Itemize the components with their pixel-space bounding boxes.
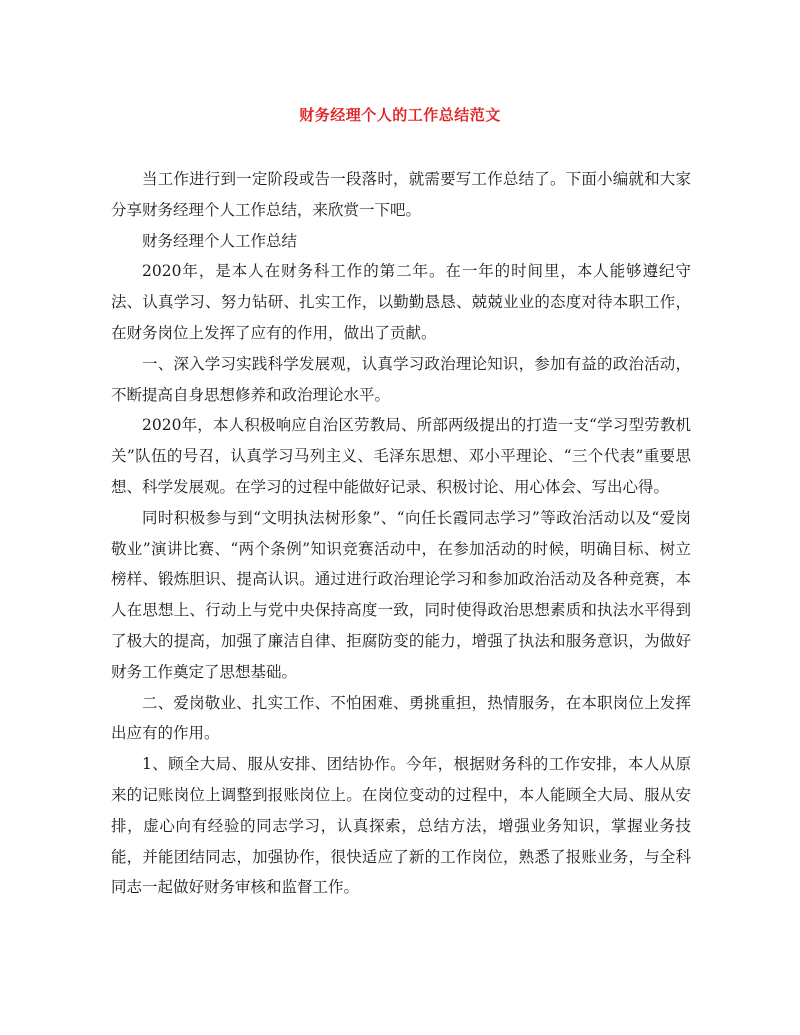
document-body [111,164,691,903]
paragraph-section-two-heading: 二、爱岗敬业、扎实工作、不怕困难、勇挑重担，热情服务，在本职岗位上发挥出应有的作用。 [111,693,691,743]
paragraph-subtitle: 财务经理个人工作总结 [142,231,298,250]
paragraph-2020-overview: 2020年，是本人在财务科工作的第二年。在一年的时间里，本人能够遵纪守法、认真学习、努力钻研、扎实工作，以勤勤恳恳、兢兢业业的态度对待本职工作，在财务岗位上发挥了应有的作用，做出了贡献。 [111,262,691,342]
paragraph-section-one-heading: 一、深入学习实践科学发展观，认真学习政治理论知识，参加有益的政治活动，不断提高自身思想修养和政治理论水平。 [111,354,691,404]
paragraph-intro: 当工作进行到一定阶段或告一段落时，就需要写工作总结了。下面小编就和大家分享财务经理个人工作总结，来欣赏一下吧。 [111,170,691,219]
paragraph-item-one: 1、顾全大局、服从安排、团结协作。今年，根据财务科的工作安排，本人从原来的记账岗位上调整到报账岗位上。在岗位变动的过程中，本人能顾全大局、服从安排，虚心向有经验的同志学习，认真探索，总结方法，增强业务知识，掌握业务技能，并能团结同志，加强协作，很快适应了新的工作岗位，熟悉了报账业务，与全科同志一起做好财务审核和监督工作。 [111,755,691,897]
paragraph-activities: 同时积极参与到“文明执法树形象”、“向任长霞同志学习”等政治活动以及“爱岗敬业”演讲比赛、“两个条例”知识竞赛活动中，在参加活动的时候，明确目标、树立榜样、锻炼胆识、提高认识。通过进行政治理论学习和参加政治活动及各种竞赛，本人在思想上、行动上与党中央保持高度一致，同时使得政治思想素质和执法水平得到了极大的提高，加强了廉洁自律、拒腐防变的能力，增强了执法和服务意识，为做好财务工作奠定了思想基础。 [111,508,691,681]
document-title: 财务经理个人的工作总结范文 [299,106,501,124]
paragraph-study-theory: 2020年，本人积极响应自治区劳教局、所部两级提出的打造一支“学习型劳教机关”队伍的号召，认真学习马列主义、毛泽东思想、邓小平理论、“三个代表”重要思想、科学发展观。在学习的过程中能做好记录、积极讨论、用心体会、写出心得。 [111,416,691,496]
